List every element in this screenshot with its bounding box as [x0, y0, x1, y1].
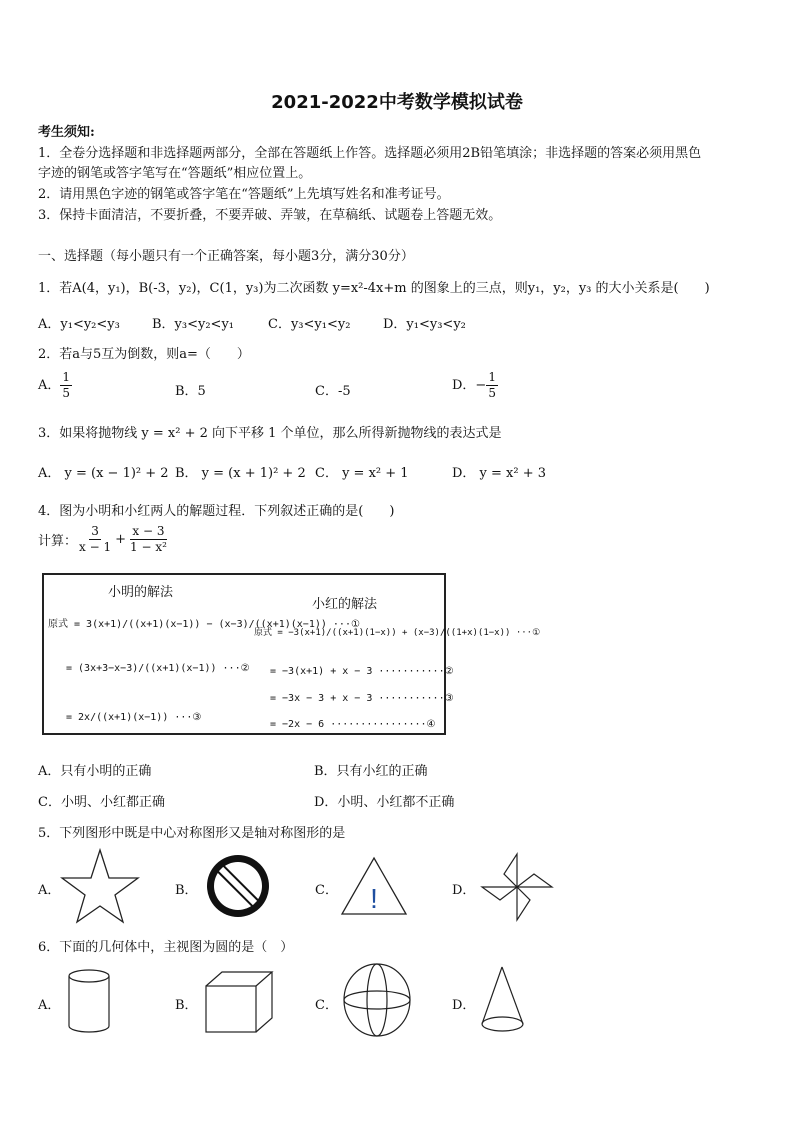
hong-line-3: = −3x − 3 + x − 3 ···········③ [270, 693, 454, 704]
question-6-stem: 6．下面的几何体中，主视图为圆的是（ ） [38, 940, 294, 955]
notice-line-4: 3．保持卡面清洁，不要折叠，不要弄破、弄皱，在草稿纸、试题卷上答题无效。 [38, 208, 502, 223]
notice-heading: 考生须知: [38, 125, 95, 140]
q3-option-b[interactable]: B． y = (x + 1)² + 2 [175, 466, 306, 481]
q2-a-numerator: 1 [62, 370, 71, 384]
warning-triangle-icon [340, 856, 408, 916]
ming-line-1: 原式 = 3(x+1)/((x+1)(x−1)) − (x−3)/((x+1)(x−1)) ···① [48, 619, 360, 630]
question-2-stem: 2．若a与5互为倒数，则a=（ ） [38, 347, 250, 362]
q2-option-c[interactable]: C．-5 [315, 384, 351, 399]
q2-d-denominator: 5 [488, 386, 496, 400]
ming-title: 小明的解法 [108, 585, 174, 600]
q4-option-a[interactable]: A．只有小明的正确 [38, 764, 152, 779]
q4-f2-denominator: 1 − x² [130, 540, 167, 554]
q2-option-a[interactable] [38, 370, 72, 401]
q2-option-d-label: D．− [452, 378, 487, 393]
q1-option-b[interactable]: B．y₃<y₂<y₁ [152, 317, 235, 332]
hong-line-1: 原式 = −3(x+1)/((x+1)(1−x)) + (x−3)/((1+x)(1−x)) ···① [254, 628, 541, 638]
cube-icon [204, 970, 274, 1034]
q4-f1-numerator: 3 [91, 524, 99, 538]
q4-f1-denominator: x − 1 [79, 540, 112, 554]
q6-option-a[interactable]: A． [38, 998, 61, 1013]
sphere-icon [342, 962, 412, 1038]
cylinder-icon [66, 968, 112, 1034]
q2-d-numerator: 1 [488, 370, 496, 384]
q2-option-a-label: A． [38, 378, 61, 393]
q4-option-b[interactable]: B．只有小红的正确 [314, 764, 428, 779]
q2-option-d-fraction [486, 370, 498, 401]
notice-line-3: 2．请用黑色字迹的钢笔或答字笔在“答题纸”上先填写姓名和准考证号。 [38, 187, 450, 202]
notice-line-1: 1．全卷分选择题和非选择题两部分，全部在答题纸上作答。选择题必须用2B铅笔填涂；非选择题的答案必须用黑色 [38, 146, 702, 161]
ming-line-3: = 2x/((x+1)(x−1)) ···③ [66, 712, 202, 723]
q4-fraction-1 [77, 524, 113, 555]
q6-option-c[interactable]: C． [315, 998, 338, 1013]
ming-line-2: = (3x+3−x−3)/((x+1)(x−1)) ···② [66, 663, 250, 674]
q2-option-d[interactable] [452, 370, 498, 401]
hong-line-2: = −3(x+1) + x − 3 ···········② [270, 666, 454, 677]
q2-option-b[interactable]: B．5 [175, 384, 206, 399]
q5-option-a[interactable]: A． [38, 883, 61, 898]
question-4-stem: 4．图为小明和小红两人的解题过程．下列叙述正确的是( ) [38, 504, 395, 519]
q4-fraction-2 [128, 524, 169, 555]
hong-line-4: = −2x − 6 ················④ [270, 719, 436, 730]
q4-option-c[interactable]: C．小明、小红都正确 [38, 795, 165, 810]
q3-option-d[interactable]: D． y = x² + 3 [452, 466, 547, 481]
q6-option-d[interactable]: D． [452, 998, 476, 1013]
solution-image-frame [42, 573, 541, 735]
q4-calc-label: 计算： [38, 534, 78, 549]
q4-option-d[interactable]: D．小明、小红都不正确 [314, 795, 455, 810]
q5-option-d[interactable]: D． [452, 883, 476, 898]
question-3-stem: 3．如果将抛物线 y = x² + 2 向下平移 1 个单位，那么所得新抛物线的表达式是 [38, 426, 502, 441]
pinwheel-figure-icon [476, 850, 558, 924]
hong-title: 小红的解法 [312, 597, 378, 612]
q5-option-b[interactable]: B． [175, 883, 198, 898]
question-1-stem: 1．若A(4，y₁)，B(-3，y₂)，C(1，y₃)为二次函数 y=x²-4x+m 的图象上的三点，则y₁，y₂，y₃ 的大小关系是( ) [38, 281, 710, 296]
q1-option-a[interactable]: A．y₁<y₂<y₃ [38, 317, 120, 332]
q2-a-denominator: 5 [62, 386, 71, 400]
q2-option-a-fraction [60, 370, 72, 401]
cone-icon [478, 964, 528, 1036]
question-5-stem: 5．下列图形中既是中心对称图形又是轴对称图形的是 [38, 826, 346, 841]
page-title: 2021-2022中考数学模拟试卷 [271, 92, 523, 113]
q3-option-c[interactable]: C． y = x² + 1 [315, 466, 409, 481]
q4-expression [38, 524, 169, 555]
q5-option-c[interactable]: C． [315, 883, 338, 898]
section-heading: 一、选择题（每小题只有一个正确答案，每小题3分，满分30分） [38, 249, 414, 264]
star-figure-icon [60, 848, 140, 924]
notice-line-2: 字迹的钢笔或答字笔写在“答题纸”相应位置上。 [38, 166, 312, 181]
warning-exclamation-icon: ! [370, 883, 378, 914]
q3-option-a[interactable]: A． y = (x − 1)² + 2 [38, 466, 169, 481]
q4-plus-sign: + [115, 532, 127, 547]
q4-f2-numerator: x − 3 [132, 524, 165, 538]
q6-option-b[interactable]: B． [175, 998, 198, 1013]
prohibition-sign-icon [204, 852, 272, 920]
q1-option-c[interactable]: C．y₃<y₁<y₂ [268, 317, 351, 332]
q1-option-d[interactable]: D．y₁<y₃<y₂ [383, 317, 466, 332]
